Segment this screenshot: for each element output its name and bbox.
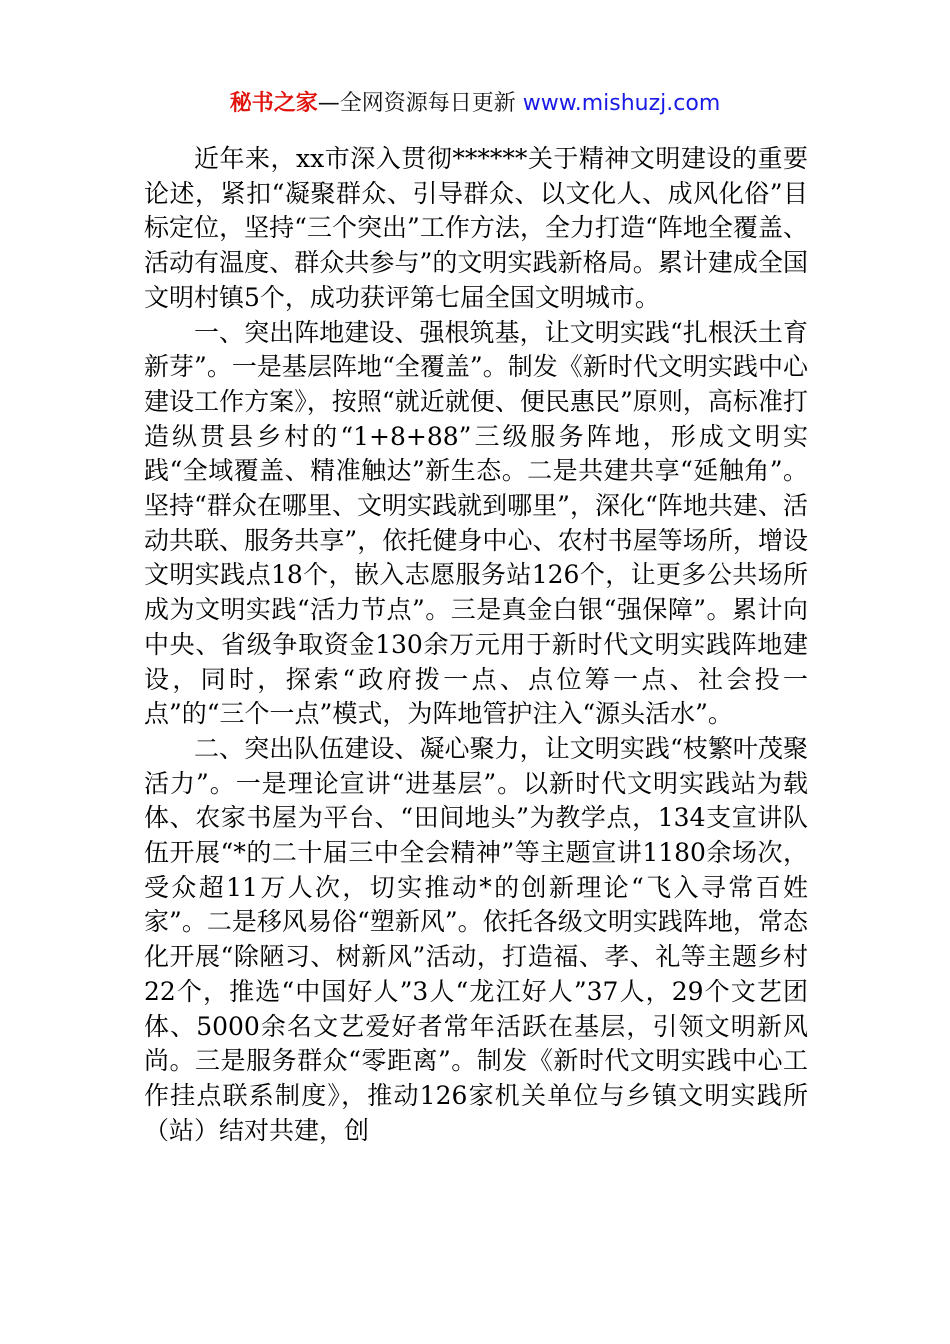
paragraph-section-1: 一、突出阵地建设、强根筑基，让文明实践“扎根沃土育新芽”。一是基层阵地“全覆盖”。制发《新时代文明实践中心建设工作方案》，按照“就近就便、便民惠民”原则，高标准打造纵贯县乡村的“1+8+88”三级服务阵地，形成文明实践“全域覆盖、精准触达”新生态。二是共建共享“延触角”。坚持“群众在哪里、文明实践就到哪里”，深化“阵地共建、活动共联、服务共享”，依托健身中心、农村书屋等场所，增设文明实践点18个，嵌入志愿服务站126个，让更多公共场所成为文明实践“活力节点”。三是真金白银“强保障”。累计向中央、省级争取资金130余万元用于新时代文明实践阵地建设，同时，探索“政府拨一点、点位筹一点、社会投一点”的“三个一点”模式，为阵地管护注入“源头活水”。 — [144, 317, 808, 729]
document-body — [144, 142, 808, 1148]
site-url-link[interactable]: www.mishuzj.com — [522, 91, 721, 116]
paragraph-intro: 近年来，xx市深入贯彻******关于精神文明建设的重要论述，紧扣“凝聚群众、引导群众、以文化人、成风化俗”目标定位，坚持“三个突出”工作方法，全力打造“阵地全覆盖、活动有温度、群众共参与”的文明实践新格局。累计建成全国文明村镇5个，成功获评第七届全国文明城市。 — [144, 144, 808, 312]
site-header — [0, 88, 950, 120]
site-brand: 秘书之家 — [229, 91, 318, 116]
paragraph-section-2: 二、突出队伍建设、凝心聚力，让文明实践“枝繁叶茂聚活力”。一是理论宣讲“进基层”。以新时代文明实践站为载体、农家书屋为平台、“田间地头”为教学点，134支宣讲队伍开展“*的二十届三中全会精神”等主题宣讲1180余场次，受众超11万人次，切实推动*的创新理论“飞入寻常百姓家”。二是移风易俗“塑新风”。依托各级文明实践阵地，常态化开展“除陋习、树新风”活动，打造福、孝、礼等主题乡村22个，推选“中国好人”3人“龙江好人”37人，29个文艺团体、5000余名文艺爱好者常年活跃在基层，引领文明新风尚。三是服务群众“零距离”。制发《新时代文明实践中心工作挂点联系制度》，推动126家机关单位与乡镇文明实践所（站）结对共建，创 — [144, 733, 808, 1145]
site-tagline: —全网资源每日更新 — [317, 91, 516, 116]
